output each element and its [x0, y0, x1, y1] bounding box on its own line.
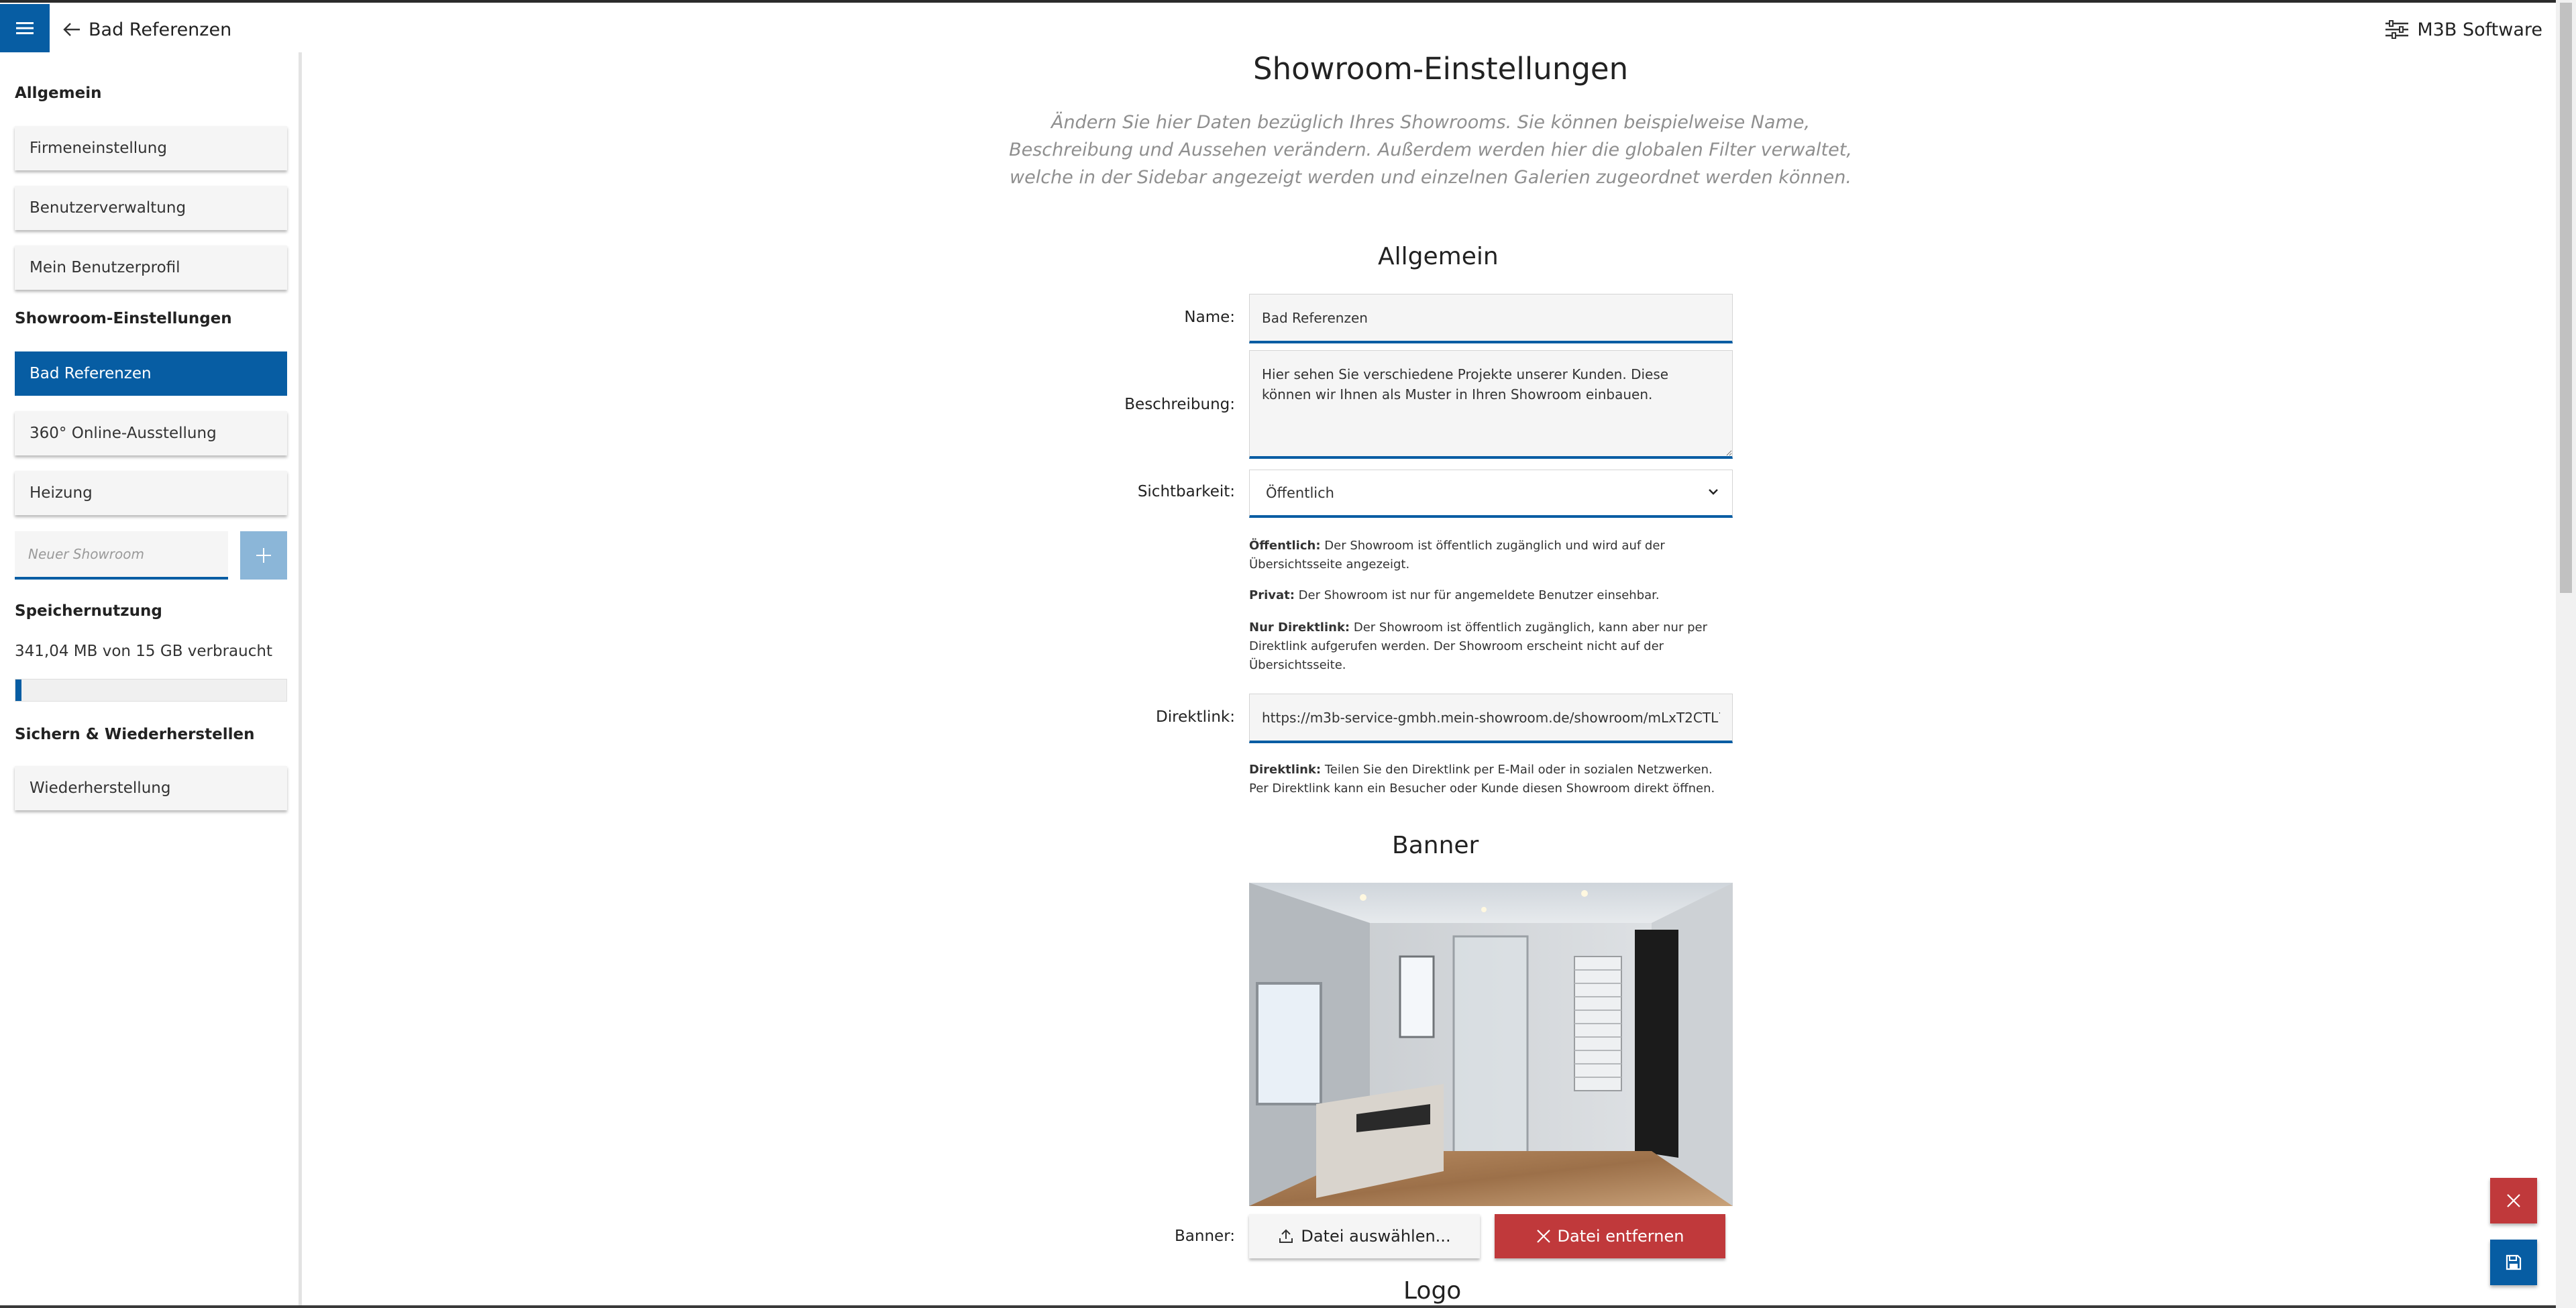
save-icon — [2505, 1254, 2522, 1271]
directlink-label: Direktlink: — [1156, 708, 1235, 726]
help-direct-text: Der Showroom ist öffentlich zugänglich, kann aber nur per Direktlink aufgerufen werden. Der Showroom erscheint nicht auf der Übersichtsseite. — [1249, 620, 1707, 672]
sidebar-item-heizung[interactable]: Heizung — [15, 471, 287, 515]
bottom-border — [0, 1305, 2556, 1308]
help-link-title: Direktlink: — [1249, 763, 1322, 777]
sidebar — [0, 52, 302, 1308]
sidebar-item-company-settings[interactable]: Firmeneinstellung — [15, 126, 287, 170]
sidebar-heading-showroom: Showroom-Einstellungen — [15, 310, 232, 327]
help-direct — [1249, 618, 1733, 675]
back-link[interactable] — [63, 16, 231, 43]
help-private — [1249, 586, 1733, 605]
add-showroom-button[interactable] — [240, 531, 287, 580]
section-title-logo: Logo — [1403, 1277, 1462, 1305]
save-button[interactable] — [2490, 1240, 2537, 1285]
page-title: Showroom-Einstellungen — [1253, 51, 1629, 87]
back-link-label: Bad Referenzen — [89, 19, 232, 40]
visibility-select[interactable] — [1249, 470, 1733, 518]
visibility-selected-value: Öffentlich — [1266, 484, 1334, 501]
close-icon — [1536, 1229, 1551, 1244]
sliders-icon — [2385, 20, 2409, 39]
upload-icon — [1278, 1228, 1294, 1244]
close-icon — [2506, 1193, 2522, 1209]
sidebar-heading-storage: Speichernutzung — [15, 602, 162, 620]
sidebar-item-bad-referenzen[interactable]: Bad Referenzen — [15, 351, 287, 396]
sidebar-heading-backup: Sichern & Wiederherstellen — [15, 726, 255, 743]
new-showroom-input[interactable] — [15, 531, 228, 580]
arrow-left-icon — [63, 22, 80, 37]
help-link — [1249, 761, 1733, 798]
help-link-text: Teilen Sie den Direktlink per E-Mail oder in sozialen Netzwerken. Per Direktlink kann ein Besucher oder Kunde diesen Showroom direkt öffnen. — [1249, 763, 1715, 796]
sidebar-item-user-management[interactable]: Benutzerverwaltung — [15, 186, 287, 230]
description-label: Beschreibung: — [1124, 396, 1235, 413]
description-textarea[interactable] — [1249, 350, 1733, 459]
choose-file-button[interactable] — [1249, 1214, 1480, 1258]
section-title-banner: Banner — [1392, 832, 1479, 859]
discard-button[interactable] — [2490, 1178, 2537, 1223]
help-private-title: Privat: — [1249, 588, 1295, 602]
name-label: Name: — [1184, 309, 1235, 326]
chevron-down-icon — [1708, 488, 1719, 496]
help-private-text: Der Showroom ist nur für angemeldete Benutzer einsehbar. — [1298, 588, 1660, 602]
sidebar-item-my-profile[interactable]: Mein Benutzerprofil — [15, 246, 287, 290]
banner-image — [1249, 883, 1733, 1206]
help-public-text: Der Showroom ist öffentlich zugänglich und wird auf der Übersichtsseite angezeigt. — [1249, 539, 1665, 571]
hamburger-icon — [16, 21, 34, 35]
menu-button[interactable] — [0, 4, 50, 52]
intro-line: Ändern Sie hier Daten bezüglich Ihres Showrooms. Sie können beispielweise Name, — [1051, 112, 1811, 133]
intro-text — [1006, 109, 1855, 191]
sidebar-heading-general: Allgemein — [15, 85, 102, 102]
visibility-label: Sichtbarkeit: — [1137, 483, 1235, 500]
brand[interactable] — [2385, 16, 2542, 43]
help-public — [1249, 537, 1733, 574]
name-input[interactable] — [1249, 294, 1733, 343]
section-title-general: Allgemein — [1378, 243, 1499, 270]
scrollbar-thumb[interactable] — [2560, 3, 2572, 593]
storage-usage-text: 341,04 MB von 15 GB verbraucht — [15, 643, 272, 660]
storage-progress-bar — [15, 679, 287, 702]
plus-icon — [255, 547, 272, 564]
help-public-title: Öffentlich: — [1249, 539, 1321, 553]
choose-file-label: Datei auswählen... — [1301, 1227, 1451, 1246]
intro-line: welche in der Sidebar angezeigt werden und einzelnen Galerien zugeordnet werden können. — [1010, 167, 1851, 188]
intro-line: Beschreibung und Aussehen verändern. Außerdem werden hier die globalen Filter verwaltet, — [1009, 140, 1852, 160]
directlink-input[interactable] — [1249, 694, 1733, 743]
remove-file-button[interactable] — [1495, 1214, 1725, 1258]
top-bar — [0, 0, 2576, 52]
sidebar-item-restore[interactable]: Wiederherstellung — [15, 766, 287, 810]
storage-progress-fill — [15, 679, 21, 701]
remove-file-label: Datei entfernen — [1557, 1227, 1684, 1246]
brand-label: M3B Software — [2417, 19, 2542, 40]
sidebar-item-360-exhibition[interactable]: 360° Online-Ausstellung — [15, 411, 287, 455]
banner-label: Banner: — [1175, 1228, 1235, 1245]
help-direct-title: Nur Direktlink: — [1249, 620, 1350, 635]
scrollbar[interactable] — [2556, 0, 2576, 1308]
